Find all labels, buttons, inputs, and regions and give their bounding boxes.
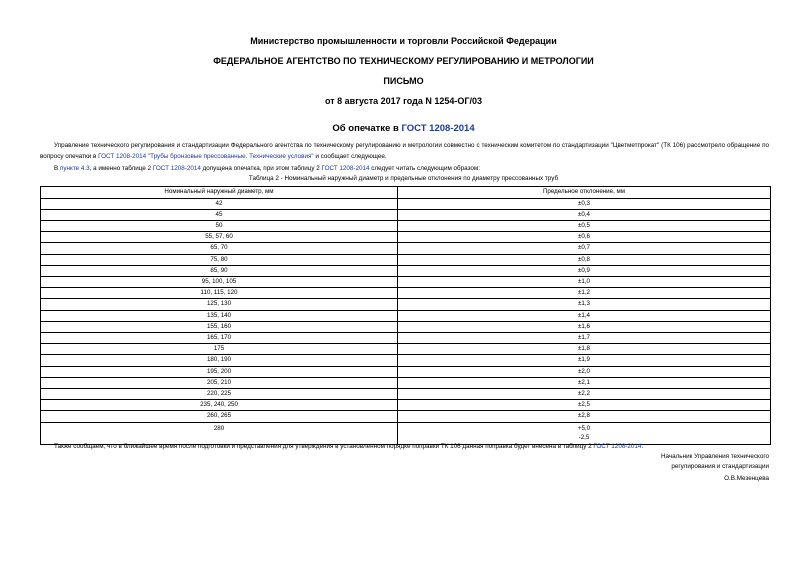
table-row	[41, 254, 771, 265]
table-row	[41, 265, 771, 276]
subject-prefix: Об опечатке в	[332, 123, 402, 134]
table-row	[41, 366, 771, 377]
cell-diameter: 65, 70	[41, 243, 398, 254]
cell-tolerance: ±0,3	[398, 198, 771, 209]
paragraph-amendment-text: Также сообщаем, что в ближайшее время после подготовки и представления для утверждения в установленном порядке поправки ТК 106 данная поправка будет внесена в таблицу 2	[54, 443, 594, 450]
cell-tolerance: ±0,6	[398, 232, 771, 243]
table-row	[41, 198, 771, 209]
cell-diameter: 95, 100, 105	[41, 276, 398, 287]
cell-tolerance: ±1,8	[398, 344, 771, 355]
paragraph-typo	[40, 164, 769, 175]
cell-tolerance: ±1,2	[398, 288, 771, 299]
cell-diameter: 125, 130	[41, 299, 398, 310]
cell-diameter: 85, 90	[41, 265, 398, 276]
cell-diameter: 50	[41, 220, 398, 231]
cell-tolerance: ±1,4	[398, 310, 771, 321]
cell-diameter: 205, 210	[41, 377, 398, 388]
cell-diameter: 220, 225	[41, 388, 398, 399]
paragraph-intro-text: Управление технического регулирования и стандартизации Федерального агентства по техническому регулированию и метрологии совместно с техническим комитетом по стандартизации "Цветметпрокат" (ТК 106) рассмотрело обращение по вопросу опечатки в	[40, 142, 769, 160]
column-header-tolerance: Предельное отклонение, мм	[398, 187, 771, 199]
cell-diameter: 165, 170	[41, 332, 398, 343]
gost-link-3[interactable]: ГОСТ 1208-2014	[321, 165, 370, 172]
paragraph-amendment-tail: .	[641, 443, 644, 450]
table-row	[41, 388, 771, 399]
table-row-last	[41, 422, 771, 444]
paragraph-typo-text-3: допущена опечатка, при этом таблицу 2	[200, 165, 322, 172]
cell-tolerance: ±0,5	[398, 220, 771, 231]
paragraph-typo-text-2: , а именно таблице 2	[89, 165, 153, 172]
cell-diameter: 110, 115, 120	[41, 288, 398, 299]
column-header-diameter: Номинальный наружный диаметр, мм	[41, 187, 398, 199]
table-row	[41, 321, 771, 332]
cell-diameter: 260, 265	[41, 411, 398, 422]
cell-tolerance: ±1,9	[398, 355, 771, 366]
gost-link-2[interactable]: ГОСТ 1208-2014	[152, 165, 201, 172]
cell-tolerance: ±2,1	[398, 377, 771, 388]
table-row	[41, 299, 771, 310]
cell-tolerance: ±1,0	[398, 276, 771, 287]
cell-tolerance: ±0,9	[398, 265, 771, 276]
signatory-name: О.В.Мезенцева	[724, 474, 769, 482]
cell-diameter: 135, 140	[41, 310, 398, 321]
cell-diameter: 235, 240, 250	[41, 400, 398, 411]
paragraph-intro	[40, 141, 769, 162]
table-row	[41, 276, 771, 287]
tolerance-lower: -2,5	[578, 433, 590, 441]
signature-title-2: регулирования и стандартизации	[671, 463, 769, 471]
cell-diameter: 75, 80	[41, 254, 398, 265]
table-row	[41, 332, 771, 343]
subject-gost-link[interactable]: ГОСТ 1208-2014	[401, 123, 475, 134]
table-header-row	[41, 187, 771, 199]
cell-tolerance: ±2,8	[398, 411, 771, 422]
ministry-name: Министерство промышленности и торговли Российской Федерации	[250, 36, 557, 46]
agency-name: ФЕДЕРАЛЬНОЕ АГЕНТСТВО ПО ТЕХНИЧЕСКОМУ РЕГУЛИРОВАНИЮ И МЕТРОЛОГИИ	[213, 56, 594, 66]
table-body	[41, 198, 771, 444]
cell-tolerance: ±1,6	[398, 321, 771, 332]
signature-block	[661, 452, 769, 484]
paragraph-typo-tail: следует читать следующим образом:	[369, 165, 480, 172]
gost-link-4[interactable]: ГОСТ 1208-2014	[593, 443, 642, 450]
table-row	[41, 344, 771, 355]
table-row	[41, 355, 771, 366]
clause-link[interactable]: пункте 4.3	[59, 165, 90, 172]
table-row	[41, 411, 771, 422]
cell-diameter: 45	[41, 209, 398, 220]
cell-tolerance: ±2,0	[398, 366, 771, 377]
cell-tolerance	[398, 422, 771, 444]
signature-title-1: Начальник Управления технического	[660, 453, 769, 460]
document-date-number: от 8 августа 2017 года N 1254-ОГ/03	[324, 96, 483, 106]
tolerance-upper: +5,0	[577, 424, 591, 432]
paragraph-intro-tail: и сообщает следующее.	[313, 152, 387, 160]
table-row	[41, 288, 771, 299]
cell-diameter: 280	[41, 422, 398, 444]
table-caption: Таблица 2 - Номинальный наружный диаметр и предельные отклонения по диаметру прессованных труб	[248, 175, 559, 182]
tolerance-table	[40, 186, 771, 445]
table-row	[41, 220, 771, 231]
table-row	[41, 377, 771, 388]
cell-tolerance: ±0,4	[398, 209, 771, 220]
document-type: ПИСЬМО	[383, 76, 424, 86]
cell-tolerance: ±0,7	[398, 243, 771, 254]
cell-tolerance: ±1,7	[398, 332, 771, 343]
cell-tolerance: ±0,8	[398, 254, 771, 265]
document-subject	[0, 123, 807, 134]
cell-diameter: 195, 200	[41, 366, 398, 377]
table-row	[41, 232, 771, 243]
gost-title-link[interactable]: ГОСТ 1208-2014 "Трубы бронзовые прессованные. Технические условия"	[98, 152, 314, 160]
cell-diameter: 42	[41, 198, 398, 209]
cell-diameter: 155, 160	[41, 321, 398, 332]
paragraph-typo-text: В	[54, 165, 60, 172]
table-row	[41, 209, 771, 220]
table-row	[41, 243, 771, 254]
cell-diameter: 175	[41, 344, 398, 355]
cell-diameter: 180, 190	[41, 355, 398, 366]
cell-tolerance: ±1,3	[398, 299, 771, 310]
cell-tolerance: ±2,2	[398, 388, 771, 399]
table-row	[41, 400, 771, 411]
table-row	[41, 310, 771, 321]
cell-diameter: 55, 57, 60	[41, 232, 398, 243]
cell-tolerance: ±2,5	[398, 400, 771, 411]
paragraph-amendment	[54, 442, 774, 452]
